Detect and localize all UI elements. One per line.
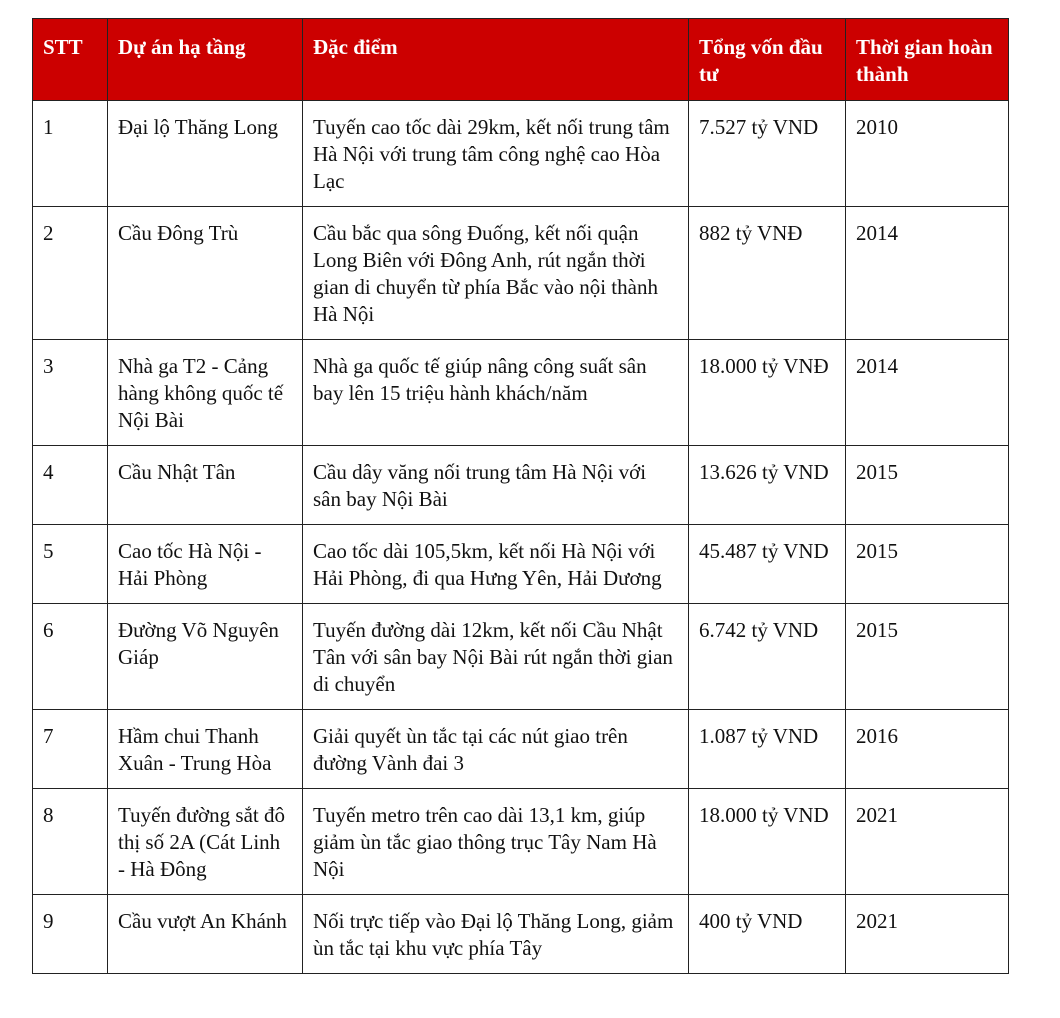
cell-features: Cầu bắc qua sông Đuống, kết nối quận Long Biên với Đông Anh, rút ngắn thời gian di chuyển từ phía Bắc vào nội thành Hà Nội xyxy=(303,207,689,340)
cell-stt: 4 xyxy=(33,446,108,525)
cell-investment: 882 tỷ VNĐ xyxy=(689,207,846,340)
cell-completion: 2015 xyxy=(846,525,1009,604)
cell-features: Cầu dây văng nối trung tâm Hà Nội với sân bay Nội Bài xyxy=(303,446,689,525)
table-row xyxy=(33,895,1009,974)
table-row xyxy=(33,525,1009,604)
cell-completion: 2014 xyxy=(846,340,1009,446)
cell-completion: 2021 xyxy=(846,895,1009,974)
table-row xyxy=(33,710,1009,789)
cell-investment: 7.527 tỷ VND xyxy=(689,101,846,207)
cell-features: Tuyến cao tốc dài 29km, kết nối trung tâm Hà Nội với trung tâm công nghệ cao Hòa Lạc xyxy=(303,101,689,207)
cell-project: Cầu Nhật Tân xyxy=(108,446,303,525)
header-stt: STT xyxy=(33,19,108,101)
cell-investment: 18.000 tỷ VNĐ xyxy=(689,340,846,446)
cell-project: Đại lộ Thăng Long xyxy=(108,101,303,207)
cell-investment: 45.487 tỷ VND xyxy=(689,525,846,604)
cell-features: Nhà ga quốc tế giúp nâng công suất sân bay lên 15 triệu hành khách/năm xyxy=(303,340,689,446)
table-body xyxy=(33,101,1009,974)
cell-project: Cao tốc Hà Nội - Hải Phòng xyxy=(108,525,303,604)
header-project: Dự án hạ tầng xyxy=(108,19,303,101)
cell-stt: 6 xyxy=(33,604,108,710)
cell-project: Hầm chui Thanh Xuân - Trung Hòa xyxy=(108,710,303,789)
cell-stt: 5 xyxy=(33,525,108,604)
cell-investment: 18.000 tỷ VND xyxy=(689,789,846,895)
cell-completion: 2015 xyxy=(846,446,1009,525)
table-row xyxy=(33,789,1009,895)
table-row xyxy=(33,207,1009,340)
cell-features: Tuyến đường dài 12km, kết nối Cầu Nhật Tân với sân bay Nội Bài rút ngắn thời gian di chuyển xyxy=(303,604,689,710)
cell-completion: 2015 xyxy=(846,604,1009,710)
cell-stt: 1 xyxy=(33,101,108,207)
cell-features: Cao tốc dài 105,5km, kết nối Hà Nội với Hải Phòng, đi qua Hưng Yên, Hải Dương xyxy=(303,525,689,604)
cell-stt: 3 xyxy=(33,340,108,446)
cell-features: Tuyến metro trên cao dài 13,1 km, giúp giảm ùn tắc giao thông trục Tây Nam Hà Nội xyxy=(303,789,689,895)
cell-features: Giải quyết ùn tắc tại các nút giao trên đường Vành đai 3 xyxy=(303,710,689,789)
cell-project: Đường Võ Nguyên Giáp xyxy=(108,604,303,710)
table-row xyxy=(33,101,1009,207)
cell-investment: 400 tỷ VND xyxy=(689,895,846,974)
table-row xyxy=(33,604,1009,710)
infrastructure-table xyxy=(32,18,1009,974)
cell-investment: 13.626 tỷ VND xyxy=(689,446,846,525)
table-row xyxy=(33,340,1009,446)
cell-investment: 1.087 tỷ VND xyxy=(689,710,846,789)
header-features: Đặc điểm xyxy=(303,19,689,101)
cell-stt: 2 xyxy=(33,207,108,340)
cell-investment: 6.742 tỷ VND xyxy=(689,604,846,710)
table-header xyxy=(33,19,1009,101)
cell-project: Tuyến đường sắt đô thị số 2A (Cát Linh - Hà Đông xyxy=(108,789,303,895)
cell-completion: 2021 xyxy=(846,789,1009,895)
cell-completion: 2016 xyxy=(846,710,1009,789)
cell-completion: 2010 xyxy=(846,101,1009,207)
cell-completion: 2014 xyxy=(846,207,1009,340)
header-completion: Thời gian hoàn thành xyxy=(846,19,1009,101)
cell-stt: 9 xyxy=(33,895,108,974)
table-row xyxy=(33,446,1009,525)
header-investment: Tổng vốn đầu tư xyxy=(689,19,846,101)
cell-stt: 8 xyxy=(33,789,108,895)
cell-project: Cầu Đông Trù xyxy=(108,207,303,340)
header-row xyxy=(33,19,1009,101)
cell-project: Cầu vượt An Khánh xyxy=(108,895,303,974)
cell-stt: 7 xyxy=(33,710,108,789)
cell-project: Nhà ga T2 - Cảng hàng không quốc tế Nội Bài xyxy=(108,340,303,446)
cell-features: Nối trực tiếp vào Đại lộ Thăng Long, giảm ùn tắc tại khu vực phía Tây xyxy=(303,895,689,974)
